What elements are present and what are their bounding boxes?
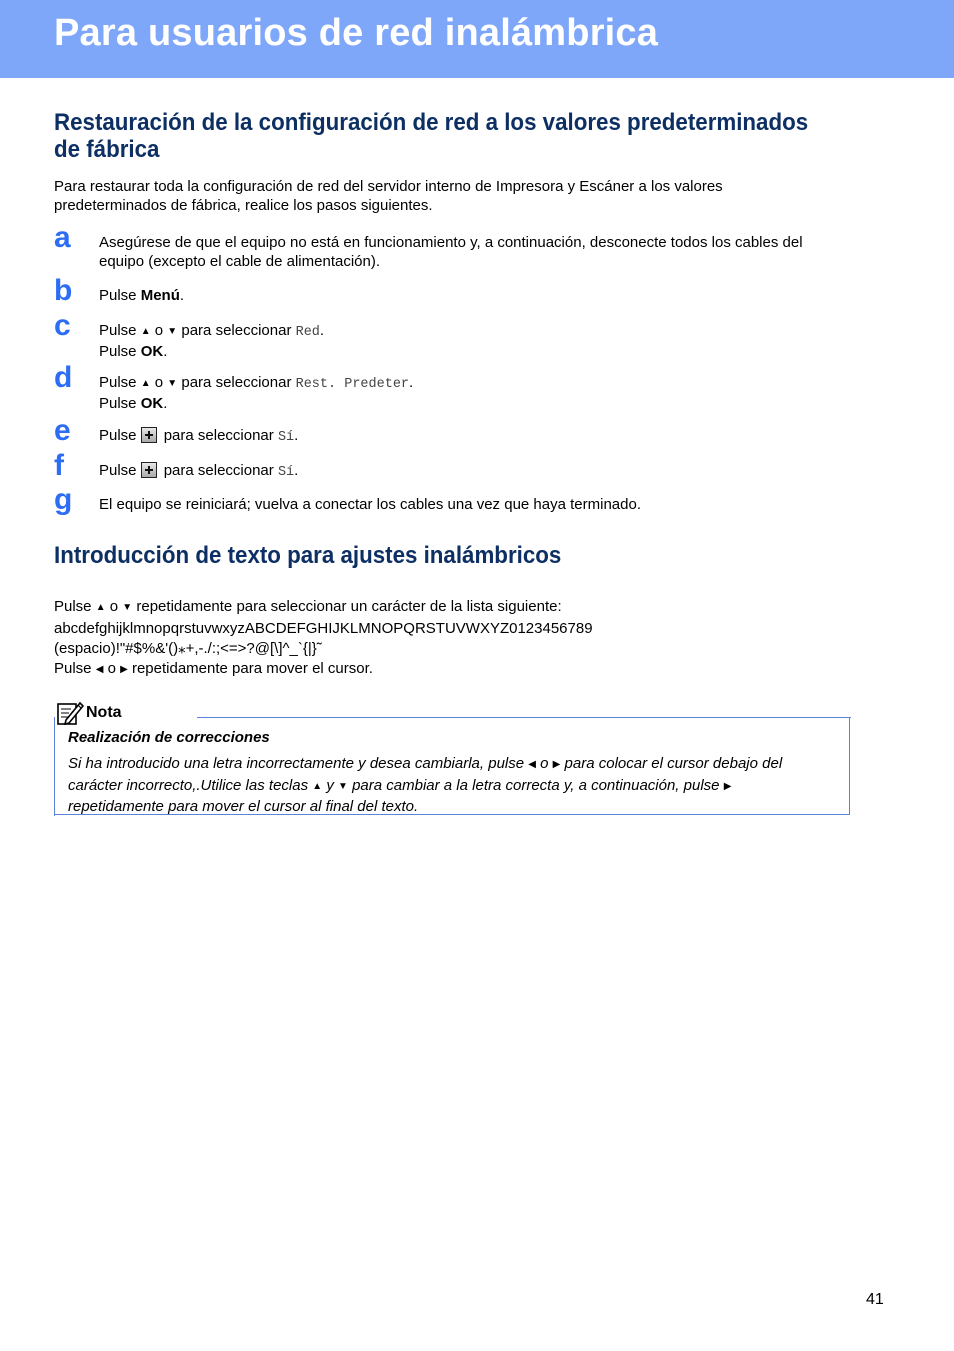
- character-list-line: abcdefghijklmnopqrstuvwxyzABCDEFGHIJKLMNOPQRSTUVWXYZ0123456789: [54, 620, 593, 637]
- step-text-part: Pulse: [99, 287, 141, 304]
- step-letter-a: a: [54, 221, 71, 254]
- step-text-part: para seleccionar: [163, 427, 274, 444]
- step-letter-b: b: [54, 274, 73, 307]
- step-text-part: .: [163, 395, 168, 412]
- note-text-part: carácter incorrecto,.Utilice las teclas: [68, 776, 309, 794]
- step-line: Asegúrese de que el equipo no está en funcionamiento y, a continuación, desconecte todos los cables del: [99, 234, 803, 251]
- menu-key-label: Menú: [140, 287, 180, 304]
- note-subtitle: Realización de correcciones: [68, 729, 270, 746]
- step-text-part: Pulse: [99, 343, 137, 360]
- paragraph-part: repetidamente para mover el cursor.: [131, 660, 373, 677]
- note-text-part: o: [540, 755, 549, 772]
- step-text-part: Pulse: [99, 395, 137, 412]
- character-list-line: (espacio)!"#$%&'()⁎+,-./:;<=>?@[\]^_`{|}˜: [54, 640, 322, 657]
- step-text-part: .: [294, 427, 299, 444]
- step-text-part: o: [154, 322, 164, 339]
- intro-paragraph: [54, 177, 723, 215]
- triangle-right-icon: ▶: [723, 780, 732, 792]
- note-text-part: para colocar el cursor debajo del: [564, 755, 783, 772]
- section-heading-restore: [54, 109, 808, 163]
- triangle-left-icon: ◀: [95, 664, 104, 675]
- triangle-down-icon: ▼: [338, 780, 348, 792]
- step-g-text: El equipo se reiniciará; vuelva a conectar los cables una vez que haya terminado.: [99, 496, 641, 513]
- triangle-down-icon: ▼: [167, 326, 178, 337]
- note-divider: [54, 733, 55, 816]
- triangle-up-icon: ▲: [140, 378, 151, 389]
- step-f-text: [99, 461, 859, 482]
- page-number: 41: [866, 1291, 884, 1308]
- triangle-up-icon: ▲: [140, 326, 151, 337]
- lcd-option-si: Sí: [277, 430, 295, 445]
- step-line: equipo (excepto el cable de alimentación).: [99, 253, 381, 270]
- text-input-paragraph: [54, 597, 593, 681]
- section-heading-text-input: Introducción de texto para ajustes inalámbricos: [54, 542, 562, 569]
- step-text-part: .: [294, 462, 299, 479]
- paragraph-part: o: [109, 598, 119, 615]
- step-letter-e: e: [54, 414, 71, 447]
- step-b-text: [99, 286, 859, 305]
- triangle-up-icon: ▲: [312, 780, 323, 792]
- step-text-part: para seleccionar: [181, 374, 292, 391]
- plus-button-icon: [141, 462, 157, 478]
- note-pencil-icon: [56, 700, 84, 726]
- lcd-option-si: Sí: [277, 465, 295, 480]
- plus-button-icon: [141, 427, 157, 443]
- triangle-right-icon: ▶: [120, 664, 128, 675]
- ok-key-label: OK: [140, 395, 164, 412]
- triangle-down-icon: ▼: [122, 602, 133, 613]
- step-text-part: .: [319, 322, 325, 339]
- step-text-part: Pulse: [99, 374, 137, 391]
- step-a-text: [99, 233, 859, 271]
- step-letter-f: f: [54, 449, 64, 482]
- intro-line: Para restaurar toda la configuración de red del servidor interno de Impresora y Escáner a los valores: [54, 178, 723, 195]
- paragraph-part: Pulse: [54, 598, 92, 615]
- step-text-part: para seleccionar: [181, 322, 292, 339]
- paragraph-part: repetidamente para seleccionar un carácter de la lista siguiente:: [136, 598, 562, 615]
- triangle-left-icon: ◀: [528, 759, 536, 770]
- step-text-part: .: [163, 343, 168, 360]
- triangle-right-icon: ▶: [552, 759, 561, 770]
- note-label: Nota: [86, 704, 122, 721]
- step-c-text: [99, 321, 859, 361]
- step-d-text: [99, 373, 859, 413]
- triangle-down-icon: ▼: [167, 378, 178, 389]
- ok-key-label: OK: [140, 343, 164, 360]
- lcd-option-red: Red: [295, 325, 320, 340]
- step-letter-d: d: [54, 361, 73, 394]
- lcd-option-rest-predeter: Rest. Predeter: [295, 377, 410, 392]
- note-text-part: para cambiar a la letra correcta y, a continuación, pulse: [352, 776, 720, 794]
- note-body: [68, 754, 840, 817]
- note-text-part: y: [326, 776, 334, 794]
- heading-line: de fábrica: [54, 136, 160, 163]
- header-banner: [0, 0, 954, 78]
- intro-line: predeterminados de fábrica, realice los pasos siguientes.: [54, 197, 433, 214]
- step-letter-c: c: [54, 309, 71, 342]
- paragraph-part: Pulse: [54, 660, 92, 677]
- heading-line: Restauración de la configuración de red a los valores predeterminados: [54, 109, 809, 136]
- paragraph-part: o: [107, 660, 116, 677]
- triangle-up-icon: ▲: [95, 602, 106, 613]
- step-letter-g: g: [54, 483, 73, 516]
- note-text-part: repetidamente para mover el cursor al final del texto.: [68, 798, 419, 815]
- page-title: Para usuarios de red inalámbrica: [54, 12, 659, 54]
- step-text-part: o: [154, 374, 164, 391]
- step-text-part: Pulse: [99, 322, 137, 339]
- note-text-part: Si ha introducido una letra incorrectamente y desea cambiarla, pulse: [68, 755, 525, 772]
- step-text-part: para seleccionar: [163, 462, 274, 479]
- step-e-text: [99, 426, 859, 447]
- step-text-part: .: [409, 374, 414, 391]
- step-text-part: Pulse: [99, 462, 137, 479]
- note-divider: [197, 717, 851, 718]
- step-text-part: Pulse: [99, 427, 137, 444]
- step-text-part: .: [179, 287, 185, 304]
